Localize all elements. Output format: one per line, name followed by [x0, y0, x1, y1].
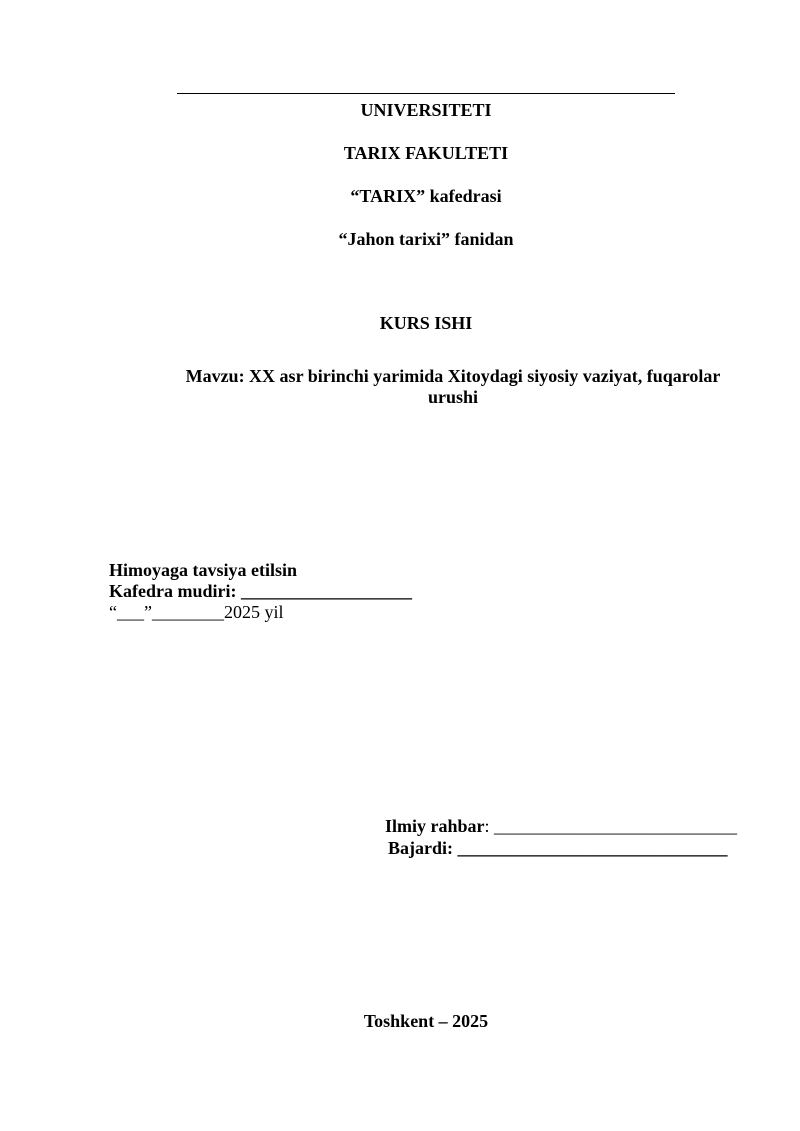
date-line: “___”________2025 yil	[109, 602, 284, 622]
top-rule	[177, 93, 675, 94]
recommendation-text: Himoyaga tavsiya etilsin	[109, 560, 297, 580]
supervisor-label: Ilmiy rahbar	[385, 816, 485, 836]
department-name: “TARIX” kafedrasi	[350, 186, 502, 206]
topic-line-1: Mavzu: XX asr birinchi yarimida Xitoydagi siyosiy vaziyat, fuqarolar	[185, 366, 721, 386]
subject-name: “Jahon tarixi” fanidan	[338, 229, 514, 249]
document-type: KURS ISHI	[379, 313, 473, 333]
supervisor-line	[385, 816, 737, 837]
topic-line-2: urushi	[427, 387, 479, 407]
topic-title	[168, 366, 738, 408]
performer-line: Bajardi: ______________________________	[388, 838, 728, 858]
supervisor-blank: : ___________________________	[484, 816, 738, 836]
head-of-department-line: Kafedra mudiri: ___________________	[109, 581, 412, 601]
university-name: UNIVERSITETI	[360, 100, 492, 120]
city-year: Toshkent – 2025	[363, 1011, 489, 1031]
faculty-name: TARIX FAKULTETI	[343, 143, 509, 163]
